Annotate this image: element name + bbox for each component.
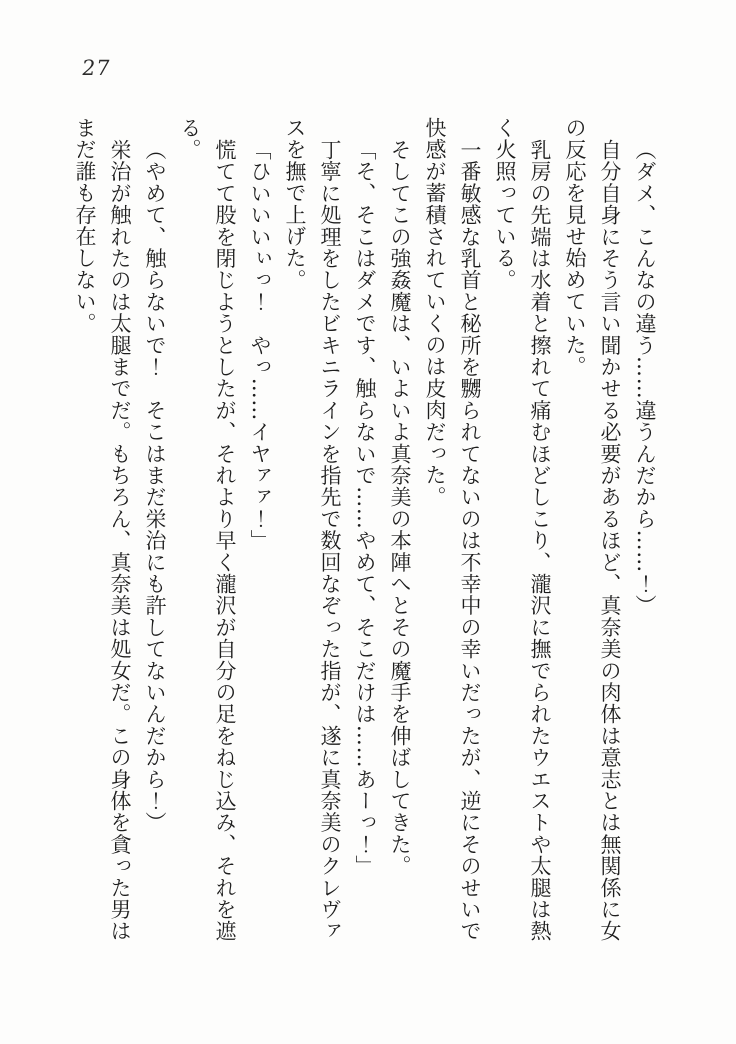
text-column: 一番敏感な乳首と秘所を嬲られてないのは不幸中の幸いだったが、逆にそのせいで xyxy=(458,139,482,942)
text-column: る。 xyxy=(178,117,202,161)
text-column: （やめて、触らないで！ そこはまだ栄治にも許してないんだから！） xyxy=(143,139,167,834)
text-column: 慌てて股を閉じようとしたが、それより早く瀧沢が自分の足をねじ込み、それを遮 xyxy=(213,139,237,942)
text-block xyxy=(67,117,662,949)
text-column: 快感が蓄積されていくのは皮肉だった。 xyxy=(423,117,447,508)
page-number: 27 xyxy=(80,56,113,80)
text-column: 自分自身にそう言い聞かせる必要があるほど、真奈美の肉体は意志とは無関係に女 xyxy=(598,139,622,942)
text-column: そしてこの強姦魔は、いよいよ真奈美の本陣へとその魔手を伸ばしてきた。 xyxy=(388,139,412,877)
text-column: まだ誰も存在しない。 xyxy=(73,117,97,334)
text-column: 丁寧に処理をしたビキニラインを指先で数回なぞった指が、遂に真奈美のクレヴァ xyxy=(318,139,342,942)
text-column: 「ひいいいぃっ！ やっ……イヤァァ！」 xyxy=(248,139,272,552)
text-column: スを撫で上げた。 xyxy=(283,117,307,291)
text-column: く火照っている。 xyxy=(493,117,517,291)
text-column: 栄治が触れたのは太腿までだ。もちろん、真奈美は処女だ。この身体を貪った男は xyxy=(108,139,132,942)
text-column: （ダメ、こんなの違う……違うんだから……！） xyxy=(633,139,657,617)
text-column: 「そ、そこはダメです、触らないで……やめて、そこだけは……あーっ！」 xyxy=(353,139,377,877)
text-column: の反応を見せ始めていた。 xyxy=(563,117,587,378)
text-column: 乳房の先端は水着と擦れて痛むほどしこり、瀧沢に撫でられたウエストや太腿は熱 xyxy=(528,139,552,942)
